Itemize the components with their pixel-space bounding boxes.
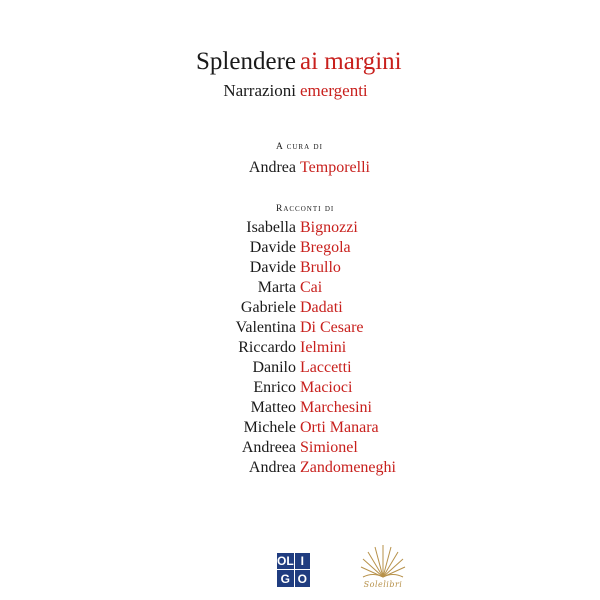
author-last-name: Orti Manara <box>300 419 379 436</box>
author-last-name: Bregola <box>300 239 351 256</box>
editor-name <box>0 158 600 180</box>
author-first-name: Isabella <box>246 219 296 236</box>
subtitle-part2: emergenti <box>300 81 368 100</box>
author-row <box>0 318 600 338</box>
author-last-name: Laccetti <box>300 359 352 376</box>
author-last-name: Cai <box>300 279 323 296</box>
editor-label: A cura di <box>276 142 323 152</box>
author-first-name: Danilo <box>252 359 296 376</box>
solelibri-imprint-logo <box>360 537 406 593</box>
author-first-name: Gabriele <box>240 299 296 316</box>
editor-first-name: Andrea <box>248 159 296 176</box>
logo-letters: OL <box>277 554 294 568</box>
author-last-name: Bignozzi <box>300 219 358 236</box>
title-part1: Splendere <box>196 48 296 75</box>
author-row <box>0 218 600 238</box>
imprint-wordmark: Solelibri <box>363 580 403 589</box>
author-row <box>0 358 600 378</box>
logo-letters: I <box>295 553 310 570</box>
author-row <box>0 278 600 298</box>
author-first-name: Valentina <box>235 319 296 336</box>
author-first-name: Matteo <box>250 399 296 416</box>
editor-last-name: Temporelli <box>300 159 370 176</box>
sun-book-icon <box>360 537 406 581</box>
author-row <box>0 418 600 438</box>
author-last-name: Ielmini <box>300 339 347 356</box>
author-row <box>0 258 600 278</box>
book-title <box>0 46 600 78</box>
author-first-name: Davide <box>249 259 296 276</box>
author-first-name: Davide <box>249 239 296 256</box>
logo-letters: O <box>297 571 307 586</box>
author-last-name: Marchesini <box>300 399 372 416</box>
author-row <box>0 438 600 458</box>
author-last-name: Di Cesare <box>300 319 364 336</box>
author-row <box>0 238 600 258</box>
title-part2: ai margini <box>300 48 402 75</box>
author-last-name: Brullo <box>300 259 341 276</box>
author-first-name: Riccardo <box>238 339 296 356</box>
logo-letters: G <box>277 570 295 587</box>
author-last-name: Zandomeneghi <box>300 459 396 476</box>
author-row <box>0 338 600 358</box>
author-first-name: Andrea <box>248 459 296 476</box>
author-last-name: Macioci <box>300 379 353 396</box>
author-row <box>0 398 600 418</box>
author-row <box>0 298 600 318</box>
oligo-publisher-logo <box>277 553 310 587</box>
author-row <box>0 458 600 478</box>
book-subtitle <box>0 79 600 103</box>
author-first-name: Andreea <box>241 439 296 456</box>
author-row <box>0 378 600 398</box>
author-last-name: Dadati <box>300 299 343 316</box>
author-first-name: Enrico <box>253 379 296 396</box>
author-first-name: Michele <box>243 419 296 436</box>
author-last-name: Simionel <box>300 439 358 456</box>
author-first-name: Marta <box>257 279 296 296</box>
authors-label: Racconti di <box>276 204 335 214</box>
subtitle-part1: Narrazioni <box>223 81 296 100</box>
